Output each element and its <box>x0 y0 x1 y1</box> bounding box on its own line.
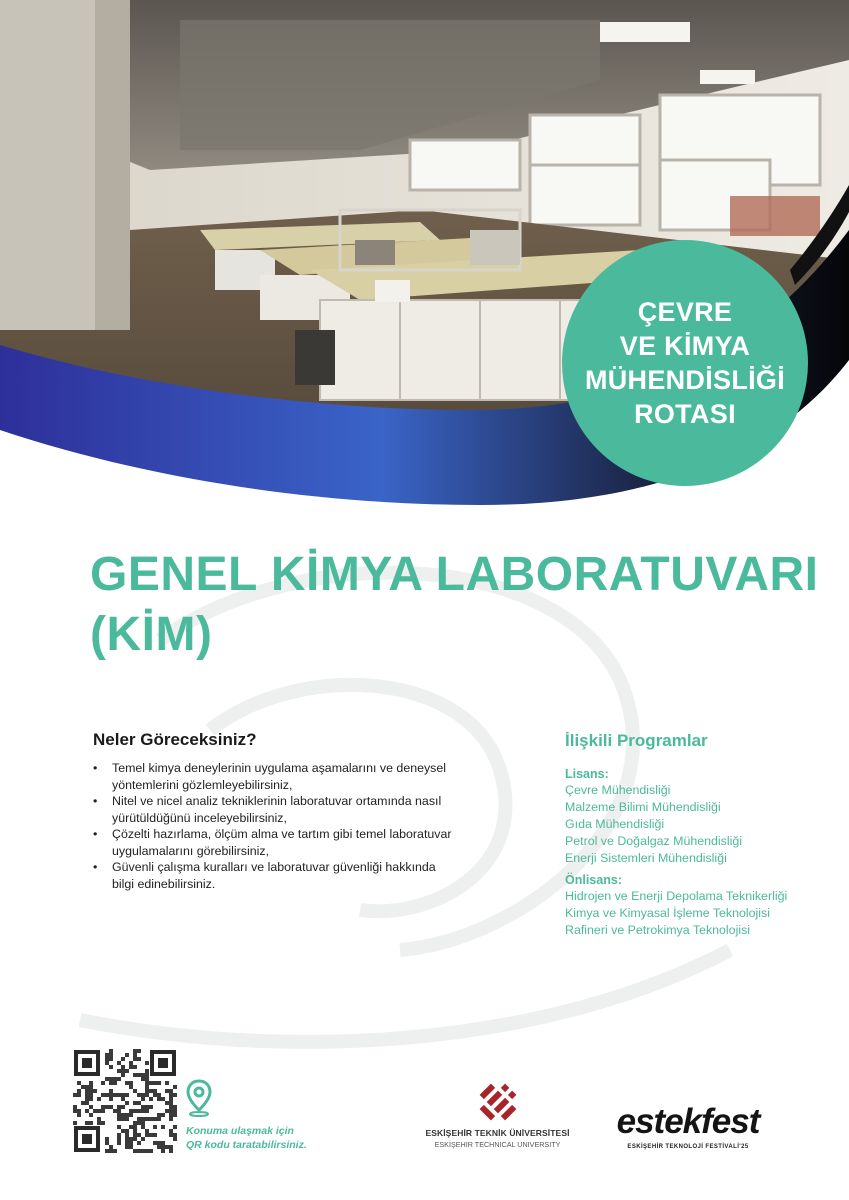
list-item-line: yürütüldüğünü inceleyebilirsiniz, <box>112 810 287 825</box>
list-item-line: Temel kimya deneylerinin uygulama aşamalarını ve deneysel <box>112 761 447 775</box>
festival-logo <box>588 1102 788 1150</box>
list-item-line: Güvenli çalışma kuralları ve laboratuvar güvenliği hakkında <box>112 860 436 874</box>
lisans-list <box>565 782 835 867</box>
route-badge-line: MÜHENDİSLİĞİ <box>584 365 786 395</box>
list-item <box>93 826 513 859</box>
list-item-line: uygulamalarını görebilirsiniz, <box>112 843 270 858</box>
bullet-list <box>93 760 513 892</box>
university-logo <box>410 1080 585 1149</box>
program-item: Rafineri ve Petrokimya Teknolojisi <box>565 923 751 937</box>
list-item-line: yöntemlerini gözlemleyebilirsiniz, <box>112 777 293 792</box>
route-badge-line: VE KİMYA <box>619 331 751 361</box>
program-item: Çevre Mühendisliği <box>565 783 671 797</box>
route-badge <box>562 240 808 486</box>
route-badge-text <box>585 295 785 431</box>
program-item: Malzeme Bilimi Mühendisliği <box>565 800 721 814</box>
qr-code[interactable] <box>72 1048 178 1154</box>
university-name: ESKİŞEHİR TEKNİK ÜNİVERSİTESİ <box>425 1128 570 1138</box>
program-item: Enerji Sistemleri Mühendisliği <box>565 851 727 865</box>
title-line: (KİM) <box>90 608 213 661</box>
section-heading: İlişkili Programlar <box>565 731 708 750</box>
location-pin-icon <box>186 1079 212 1117</box>
festival-logo-text: estekfest <box>616 1102 760 1141</box>
list-item <box>93 859 513 892</box>
list-item <box>93 793 513 826</box>
title-line: GENEL KİMYA LABORATUVARI <box>90 548 819 601</box>
page-title <box>90 545 818 665</box>
related-programs-section <box>565 731 835 945</box>
festival-subtitle: ESKİŞEHİR TEKNOLOJİ FESTİVALİ'25 <box>627 1144 749 1150</box>
onlisans-label: Önlisans: <box>565 873 622 887</box>
list-item-line: Çözelti hazırlama, ölçüm alma ve tartım gibi temel laboratuvar <box>112 827 452 841</box>
list-item-line: Nitel ve nicel analiz tekniklerinin laboratuvar ortamında nasıl <box>112 794 442 808</box>
qr-caption-line: QR kodu taratabilirsiniz. <box>186 1139 307 1151</box>
section-heading: Neler Göreceksiniz? <box>93 730 257 749</box>
lisans-label: Lisans: <box>565 767 609 781</box>
qr-caption <box>186 1124 307 1152</box>
list-item-line: bilgi edinebilirsiniz. <box>112 876 216 891</box>
program-item: Hidrojen ve Enerji Depolama Teknikerliği <box>565 889 788 903</box>
route-badge-line: ÇEVRE <box>637 297 733 327</box>
list-item <box>93 760 513 793</box>
program-item: Petrol ve Doğalgaz Mühendisliği <box>565 834 743 848</box>
program-item: Gıda Mühendisliği <box>565 817 665 831</box>
onlisans-list <box>565 888 835 939</box>
university-emblem-icon <box>476 1080 520 1124</box>
route-badge-line: ROTASI <box>634 399 736 429</box>
program-item: Kimya ve Kimyasal İşleme Teknolojisi <box>565 906 770 920</box>
university-name-en: ESKİŞEHIR TECHNICAL UNIVERSITY <box>434 1140 561 1149</box>
qr-caption-line: Konuma ulaşmak için <box>186 1125 294 1137</box>
what-you-will-see-section <box>93 730 513 892</box>
